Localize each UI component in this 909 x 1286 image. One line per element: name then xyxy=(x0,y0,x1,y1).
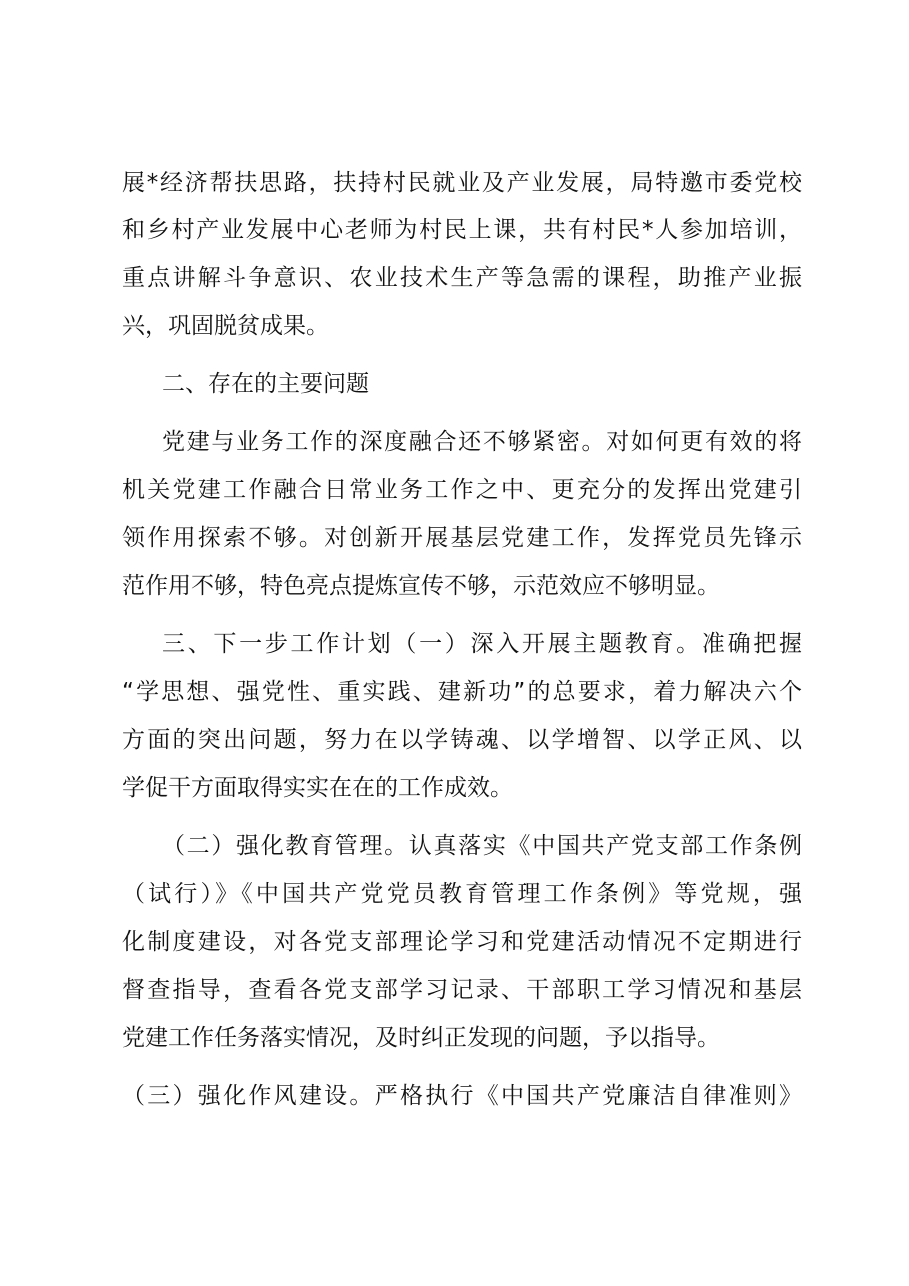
paragraph-line-4: 兴，巩固脱贫成果。 xyxy=(122,313,329,339)
paragraph-line-5: 党建与业务工作的深度融合还不够紧密。对如何更有效的将 xyxy=(162,429,802,455)
paragraph-line-15: 化制度建设，对各党支部理论学习和党建活动情况不定期进行 xyxy=(122,929,802,955)
paragraph-line-2: 和乡村产业发展中心老师为村民上课，共有村民*人参加培训， xyxy=(122,217,802,243)
paragraph-line-10: “学思想、强党性、重实践、建新功”的总要求，着力解决六个 xyxy=(122,679,802,705)
paragraph-line-1: 展*经济帮扶思路，扶持村民就业及产业发展，局特邀市委党校 xyxy=(122,170,802,196)
paragraph-line-11: 方面的突出问题，努力在以学铸魂、以学增智、以学正风、以 xyxy=(122,727,802,753)
paragraph-line-18: （三）强化作风建设。严格执行《中国共产党廉洁自律准则》 xyxy=(122,1083,802,1109)
paragraph-line-16: 督查指导，查看各党支部学习记录、干部职工学习情况和基层 xyxy=(122,977,802,1003)
paragraph-line-12: 学促干方面取得实实在在的工作成效。 xyxy=(122,775,513,801)
paragraph-line-7: 领作用探索不够。对创新开展基层党建工作，发挥党员先锋示 xyxy=(122,525,802,551)
paragraph-line-13: （二）强化教育管理。认真落实《中国共产党支部工作条例 xyxy=(162,833,802,859)
paragraph-line-14: （试行）》《中国共产党党员教育管理工作条例》等党规，强 xyxy=(122,881,802,907)
paragraph-line-6: 机关党建工作融合日常业务工作之中、更充分的发挥出党建引 xyxy=(122,477,802,503)
paragraph-line-3: 重点讲解斗争意识、农业技术生产等急需的课程，助推产业振 xyxy=(122,265,802,291)
section-heading-problems: 二、存在的主要问题 xyxy=(162,371,369,397)
paragraph-line-8: 范作用不够，特色亮点提炼宣传不够，示范效应不够明显。 xyxy=(122,573,720,599)
paragraph-line-17: 党建工作任务落实情况，及时纠正发现的问题，予以指导。 xyxy=(122,1025,720,1051)
section-heading-next-steps: 三、下一步工作计划（一）深入开展主题教育。准确把握 xyxy=(162,631,802,657)
